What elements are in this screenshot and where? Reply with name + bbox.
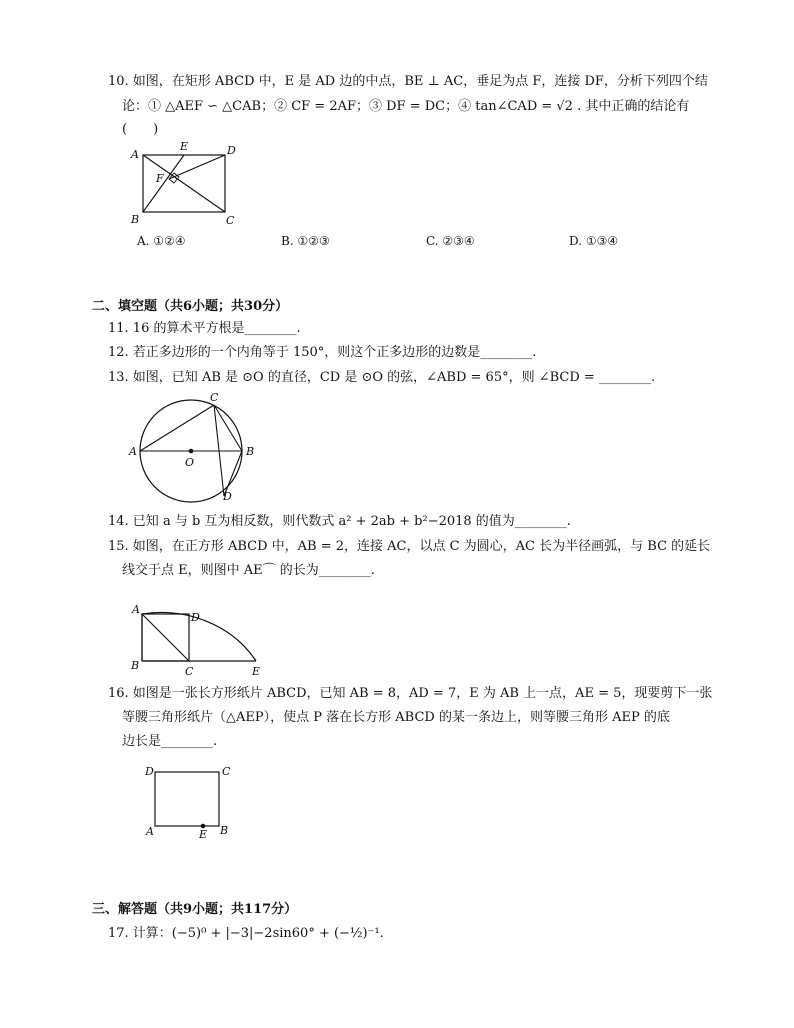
q16-line2: 等腰三角形纸片（△AEP），使点 P 落在长方形 ABCD 的某一条边上，则等腰三角形 AEP 的底 [122, 710, 670, 725]
q17-text: 17. 计算：(−5)⁰ + |−3|−2sin60° + (−½)⁻¹. [108, 926, 384, 941]
q16-line1: 16. 如图是一张长方形纸片 ABCD，已知 AB = 8，AD = 7，E 为 AB 上一点，AE = 5，现要剪下一张 [108, 686, 713, 701]
q15-label-c: C [185, 665, 194, 678]
q10-label-f: F [156, 172, 164, 185]
q16-label-e: E [199, 828, 208, 841]
q15-label-e: E [252, 665, 261, 678]
q16-figure [140, 760, 240, 844]
q13-label-b: B [246, 445, 255, 458]
q10-line2: 论：① △AEF ∽ △CAB；② CF = 2AF；③ DF = DC；④ tan∠CAD = √2 . 其中正确的结论有 [122, 99, 690, 114]
q15-label-a: A [132, 603, 140, 616]
q16-label-b: B [220, 824, 229, 837]
q12-text: 12. 若正多边形的一个内角等于 150°，则这个正多边形的边数是________. [108, 345, 537, 360]
q16-label-a: A [146, 825, 154, 838]
q10-label-b: B [131, 213, 140, 226]
section-fill-blank-title: 二、填空题（共6小题；共30分） [92, 299, 289, 314]
q15-line2: 线交于点 E，则图中 AE⌒ 的长为________. [122, 563, 375, 578]
q10-line3: ( ) [122, 122, 159, 137]
q10-option-a: A. ①②④ [137, 234, 186, 248]
q10-label-e: E [180, 140, 189, 153]
q15-label-d: D [191, 611, 200, 624]
q13-label-d: D [223, 490, 232, 503]
q15-line1: 15. 如图，在正方形 ABCD 中，AB = 2，连接 AC，以点 C 为圆心，AC 长为半径画弧，与 BC 的延长 [108, 539, 711, 554]
q10-option-d: D. ①③④ [569, 234, 619, 248]
q13-label-o: O [185, 456, 195, 469]
q11-text: 11. 16 的算术平方根是________. [108, 321, 301, 336]
q10-option-c: C. ②③④ [426, 234, 475, 248]
q10-label-c: C [226, 214, 235, 227]
q16-label-c: C [222, 765, 231, 778]
q10-option-b: B. ①②③ [281, 234, 330, 248]
q15-figure [125, 594, 275, 678]
q10-label-a: A [131, 148, 139, 161]
q13-text: 13. 如图，已知 AB 是 ⊙O 的直径，CD 是 ⊙O 的弦，∠ABD = 65°，则 ∠BCD = ________. [108, 370, 656, 385]
q13-label-a: A [129, 445, 137, 458]
q13-label-c: C [210, 391, 219, 404]
q13-figure [125, 388, 265, 504]
q14-text: 14. 已知 a 与 b 互为相反数，则代数式 a² + 2ab + b²−2018 的值为________. [108, 514, 571, 529]
section-solve-title: 三、解答题（共9小题；共117分） [92, 902, 298, 917]
q10-line1: 10. 如图，在矩形 ABCD 中，E 是 AD 边的中点，BE ⊥ AC，垂足为点 F，连接 DF，分析下列四个结 [108, 74, 708, 89]
q15-label-b: B [131, 659, 140, 672]
q16-label-d: D [145, 765, 154, 778]
q16-line3: 边长是________. [122, 734, 218, 749]
q10-figure [125, 138, 245, 230]
q10-label-d: D [227, 144, 236, 157]
